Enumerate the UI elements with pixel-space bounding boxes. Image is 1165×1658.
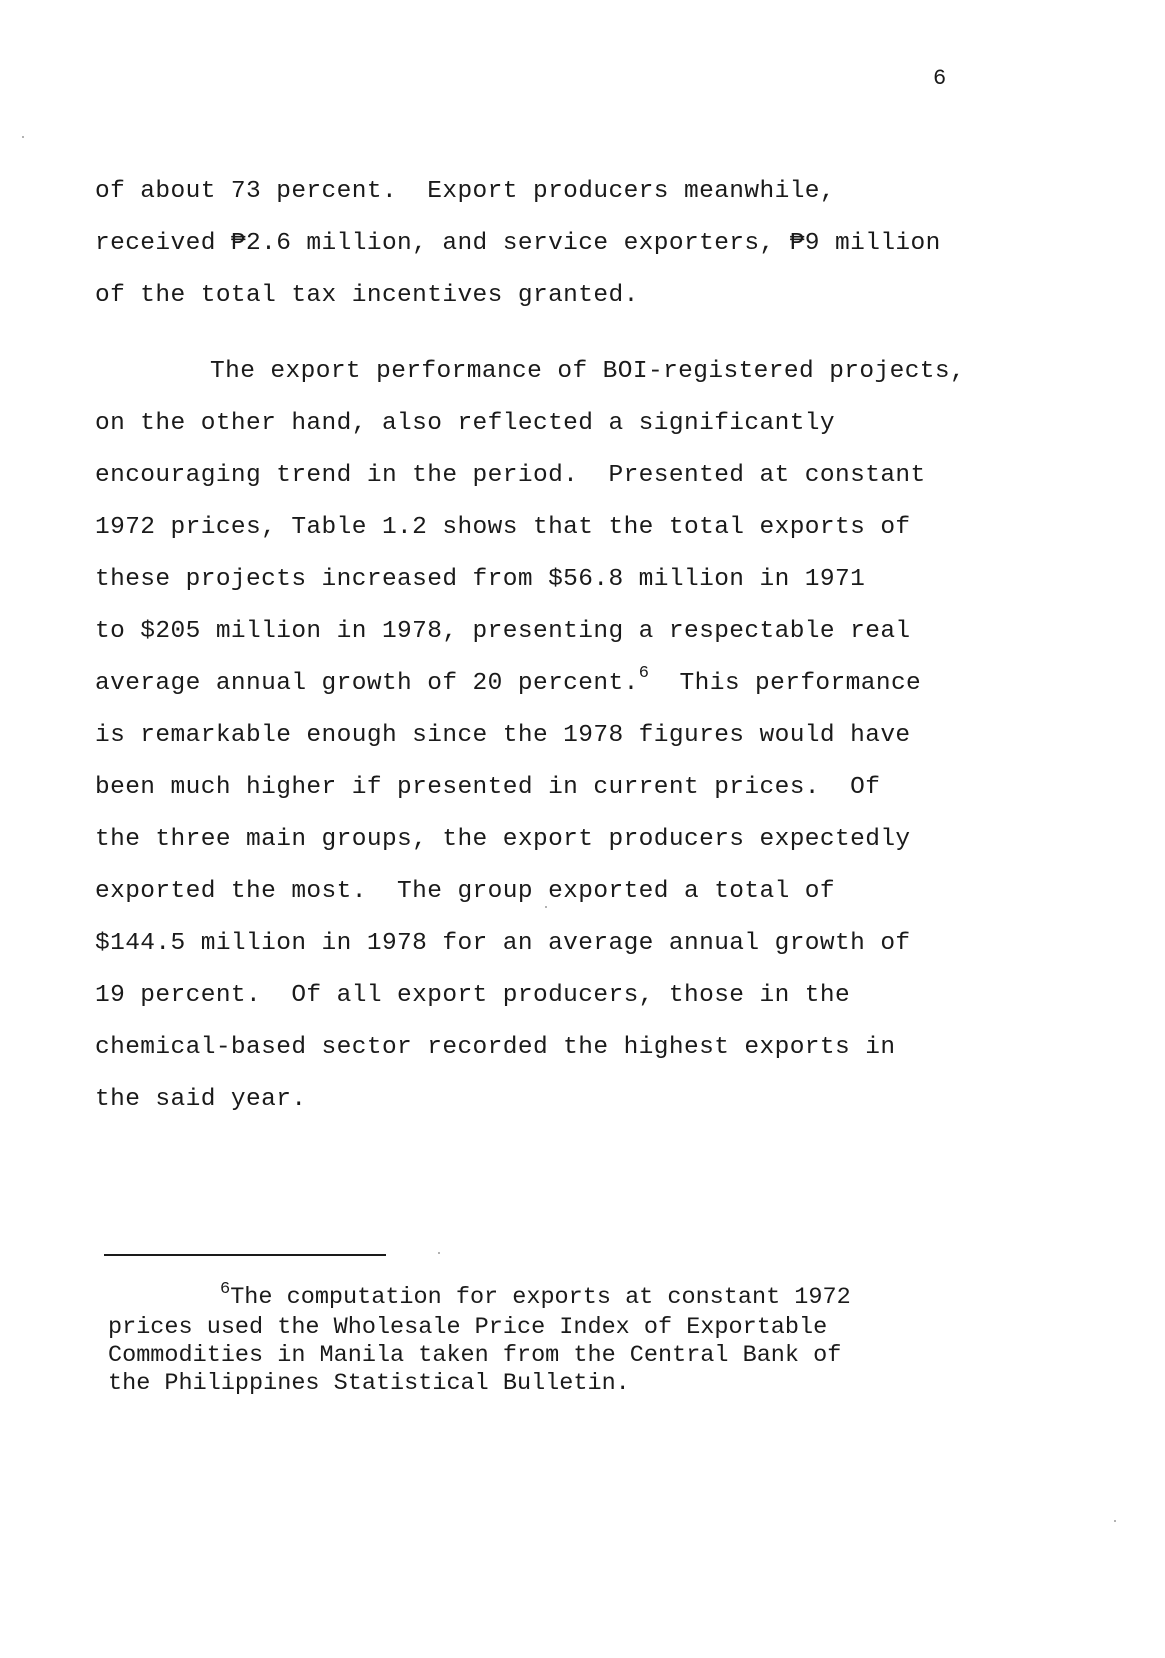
scan-speck: [438, 1252, 440, 1254]
paragraph-2-line: to $205 million in 1978, presenting a respectable real: [95, 618, 911, 645]
paragraph-2-line: is remarkable enough since the 1978 figures would have: [95, 722, 911, 749]
paragraph-1-line: of about 73 percent. Export producers meanwhile,: [95, 178, 836, 205]
scan-speck: [22, 136, 24, 138]
footnote-line: Commodities in Manila taken from the Central Bank of: [108, 1342, 842, 1369]
paragraph-2-line: been much higher if presented in current prices. Of: [95, 774, 881, 801]
footnote-text: The computation for exports at constant 1972: [230, 1284, 851, 1311]
paragraph-2-line: these projects increased from $56.8 million in 1971: [95, 566, 866, 593]
paragraph-2-line: 1972 prices, Table 1.2 shows that the total exports of: [95, 514, 911, 541]
paragraph-2-line: on the other hand, also reflected a significantly: [95, 410, 836, 437]
paragraph-2-line: exported the most. The group exported a total of: [95, 878, 836, 905]
footnote-marker: 6: [220, 1280, 231, 1299]
paragraph-2-line: 19 percent. Of all export producers, those in the: [95, 982, 851, 1009]
footnote-line: [220, 1280, 851, 1311]
paragraph-1-line: received ₱2.6 million, and service exporters, ₱9 million: [95, 230, 941, 257]
footnote-line: prices used the Wholesale Price Index of Exportable: [108, 1314, 828, 1341]
paragraph-2-text: This performance: [679, 670, 922, 697]
page-number: 6: [933, 66, 947, 91]
paragraph-2-line: $144.5 million in 1978 for an average annual growth of: [95, 930, 911, 957]
paragraph-2-text: average annual growth of 20 percent.: [95, 670, 639, 697]
scan-speck: [1114, 1520, 1116, 1522]
paragraph-2-line: the said year.: [95, 1086, 307, 1113]
paragraph-2-line: the three main groups, the export producers expectedly: [95, 826, 911, 853]
footnote-line: the Philippines Statistical Bulletin.: [108, 1370, 630, 1397]
paragraph-1-line: of the total tax incentives granted.: [95, 282, 639, 309]
paragraph-2-line-with-footnote: [95, 664, 922, 697]
footnote-reference: 6: [638, 664, 650, 683]
scan-speck: [545, 906, 547, 908]
footnote-separator: [104, 1254, 386, 1256]
paragraph-2-line: encouraging trend in the period. Presented at constant: [95, 462, 926, 489]
paragraph-2-line: The export performance of BOI-registered projects,: [210, 358, 966, 385]
paragraph-2-line: chemical-based sector recorded the highest exports in: [95, 1034, 896, 1061]
